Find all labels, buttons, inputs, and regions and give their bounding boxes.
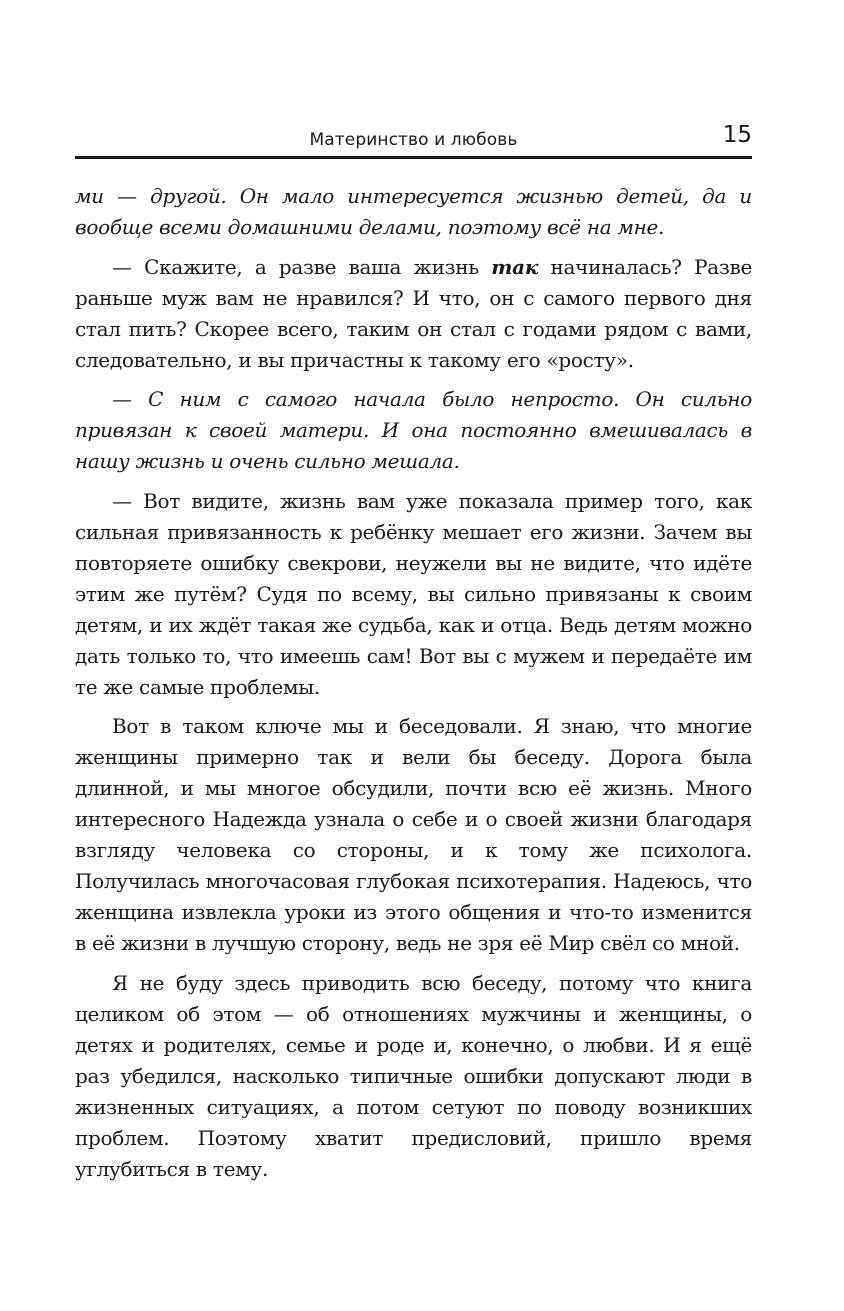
- paragraph-3: — С ним с самого начала было непросто. Он сильно привязан к своей матери. И она постоянно вмешивалась в нашу жизнь и очень сильно мешала.: [75, 387, 752, 473]
- paragraph-2: [75, 252, 752, 376]
- paragraph-5: Вот в таком ключе мы и беседовали. Я знаю, что многие женщины примерно так и вели бы беседу. Дорога была длинной, и мы многое обсудили, почти всю её жизнь. Много интересного Надежда узнала о себе и о своей жизни благодаря взгляду человека со стороны, и к тому же психолога. Получилась многочасовая глубокая психотерапия. Надеюсь, что женщина извлекла уроки из этого общения и что-то изменится в её жизни в лучшую сторону, ведь не зря её Мир свёл со мной.: [75, 714, 752, 955]
- body-text: [75, 181, 752, 1193]
- paragraph-4: — Вот видите, жизнь вам уже показала пример того, как сильная привязанность к ребёнку мешает его жизни. Зачем вы повторяете ошибку свекрови, неужели вы не видите, что идёте этим же путём? Судя по всему, вы сильно привязаны к своим детям, и их ждёт такая же судьба, как и отца. Ведь детям можно дать только то, что имеешь сам! Вот вы с мужем и передаёте им те же самые проблемы.: [75, 488, 752, 699]
- paragraph-2-before: — Скажите, а разве ваша жизнь: [112, 254, 492, 279]
- running-head: [75, 118, 752, 159]
- running-title: Материнство и любовь: [309, 130, 518, 150]
- emphasis-word: так: [491, 254, 539, 279]
- page-number: 15: [722, 122, 752, 148]
- paragraph-6: Я не буду здесь приводить всю беседу, потому что книга целиком об этом — об отношениях мужчины и женщины, о детях и родителях, семье и роде и, конечно, о любви. И я ещё раз убедился, насколько типичные ошибки допускают люди в жизненных ситуациях, а потом сетуют по поводу возникших проблем. Поэтому хватит предисловий, пришло время углубиться в тему.: [75, 970, 752, 1181]
- paragraph-1: ми — другой. Он мало интересуется жизнью детей, да и вообще всеми домашними делами, поэтому всё на мне.: [75, 184, 752, 239]
- paragraph-2-after: начиналась? Разве раньше муж вам не нравился? И что, он с самого первого дня стал пить? Скорее всего, таким он стал с годами рядом с вами, следовательно, и вы причастны к такому его «росту».: [75, 254, 753, 372]
